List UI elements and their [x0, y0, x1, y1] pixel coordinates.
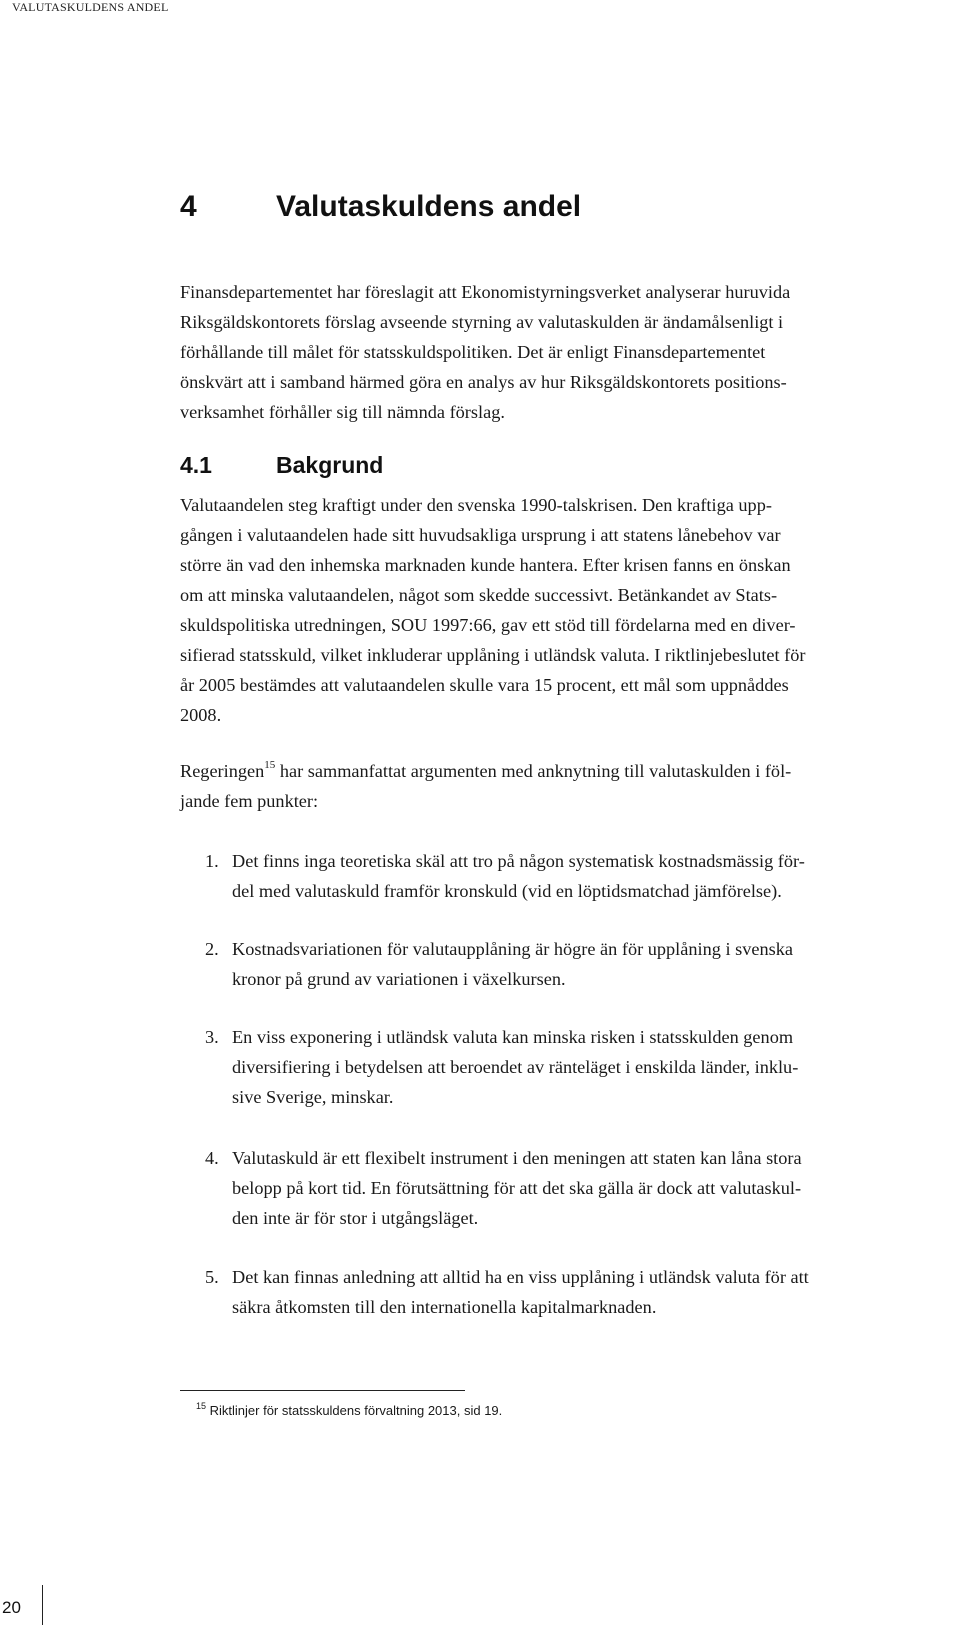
chapter-number: 4 [180, 190, 197, 223]
text-line: säkra åtkomsten till den internationella kapitalmarknaden. [232, 1297, 657, 1317]
text-line: Kostnadsvariationen för valutaupplåning är högre än för upplåning i svenska [232, 939, 793, 959]
background-paragraph [180, 490, 925, 730]
text-line: jande fem punkter: [180, 791, 319, 811]
text-line [180, 756, 925, 786]
list-item-text [232, 934, 925, 994]
text-line: Valutaandelen steg kraftigt under den svenska 1990-talskrisen. Den kraftiga upp- [180, 495, 772, 515]
text-line: Finansdepartementet har föreslagit att Ekonomistyrningsverket analyserar huruvida [180, 282, 791, 302]
footnote [196, 1403, 502, 1418]
list-item-number: 1. [205, 851, 219, 871]
footnote-reference[interactable]: 15 [264, 759, 276, 771]
text-line: skuldspolitiska utredningen, SOU 1997:66, gav ett stöd till fördelarna med en diver- [180, 615, 796, 635]
text-line: förhållande till målet för statsskuldspolitiken. Det är enligt Finansdepartementet [180, 342, 766, 362]
intro-paragraph [180, 277, 925, 427]
text-line: Det finns inga teoretiska skäl att tro på någon systematisk kostnadsmässig för- [232, 851, 805, 871]
regeringen-line-rest: har sammanfattat argumenten med anknytning till valutaskulden i föl- [275, 761, 792, 781]
section-number: 4.1 [180, 452, 212, 478]
text-line: om att minska valutaandelen, något som skedde successivt. Betänkandet av Stats- [180, 585, 778, 605]
text-line: större än vad den inhemska marknaden kunde hantera. Efter krisen fanns en önskan [180, 555, 791, 575]
list-item-number: 3. [205, 1027, 219, 1047]
running-header: VALUTASKULDENS ANDEL [12, 0, 169, 14]
section-title [180, 452, 383, 479]
text-line: belopp på kort tid. En förutsättning för att det ska gälla är dock att valutaskul- [232, 1178, 802, 1198]
text-line: del med valutaskuld framför kronskuld (vid en löptidsmatchad jämförelse). [232, 881, 782, 901]
text-line: 2008. [180, 705, 222, 725]
list-item [205, 1262, 925, 1322]
text-line: Det kan finnas anledning att alltid ha en viss upplåning i utländsk valuta för att [232, 1267, 809, 1287]
list-item [205, 934, 925, 994]
list-item-number: 2. [205, 939, 219, 959]
chapter-title [180, 190, 581, 224]
text-line: den inte är för stor i utgångsläget. [232, 1208, 479, 1228]
text-line: Riksgäldskontorets förslag avseende styrning av valutaskulden är ändamålsenligt i [180, 312, 784, 332]
text-line: gången i valutaandelen hade sitt huvudsakliga ursprung i att statens lånebehov var [180, 525, 781, 545]
list-item [205, 1022, 925, 1112]
list-item-text [232, 1022, 925, 1112]
text-line: verksamhet förhåller sig till nämnda förslag. [180, 402, 505, 422]
footnote-marker: 15 [196, 1401, 207, 1411]
regeringen-paragraph [180, 756, 925, 816]
text-line: önskvärt att i samband härmed göra en analys av hur Riksgäldskontorets positions- [180, 372, 787, 392]
list-item [205, 1143, 925, 1233]
text-line: En viss exponering i utländsk valuta kan minska risken i statsskulden genom [232, 1027, 794, 1047]
text-line: sifierad statsskuld, vilket inkluderar upplåning i utländsk valuta. I riktlinjebeslutet för [180, 645, 806, 665]
regeringen-word: Regeringen [180, 761, 265, 781]
list-item-number: 5. [205, 1267, 219, 1287]
page-number: 20 [2, 1598, 21, 1617]
text-line: kronor på grund av variationen i växelkursen. [232, 969, 566, 989]
footnote-separator [180, 1390, 465, 1391]
text-line: Valutaskuld är ett flexibelt instrument i den meningen att staten kan låna stora [232, 1148, 802, 1168]
list-item [205, 846, 925, 906]
section-title-text: Bakgrund [276, 452, 384, 478]
chapter-title-text: Valutaskuldens andel [276, 190, 582, 223]
footnote-text: Riktlinjer för statsskuldens förvaltning 2013, sid 19. [206, 1403, 503, 1418]
list-item-text [232, 846, 925, 906]
text-line: diversifiering i betydelsen att beroendet av ränteläget i enskilda länder, inklu- [232, 1057, 799, 1077]
list-item-text [232, 1262, 925, 1322]
text-line: år 2005 bestämdes att valutaandelen skulle vara 15 procent, ett mål som uppnåddes [180, 675, 789, 695]
list-item-number: 4. [205, 1148, 219, 1168]
list-item-text [232, 1143, 925, 1233]
text-line: sive Sverige, minskar. [232, 1087, 394, 1107]
